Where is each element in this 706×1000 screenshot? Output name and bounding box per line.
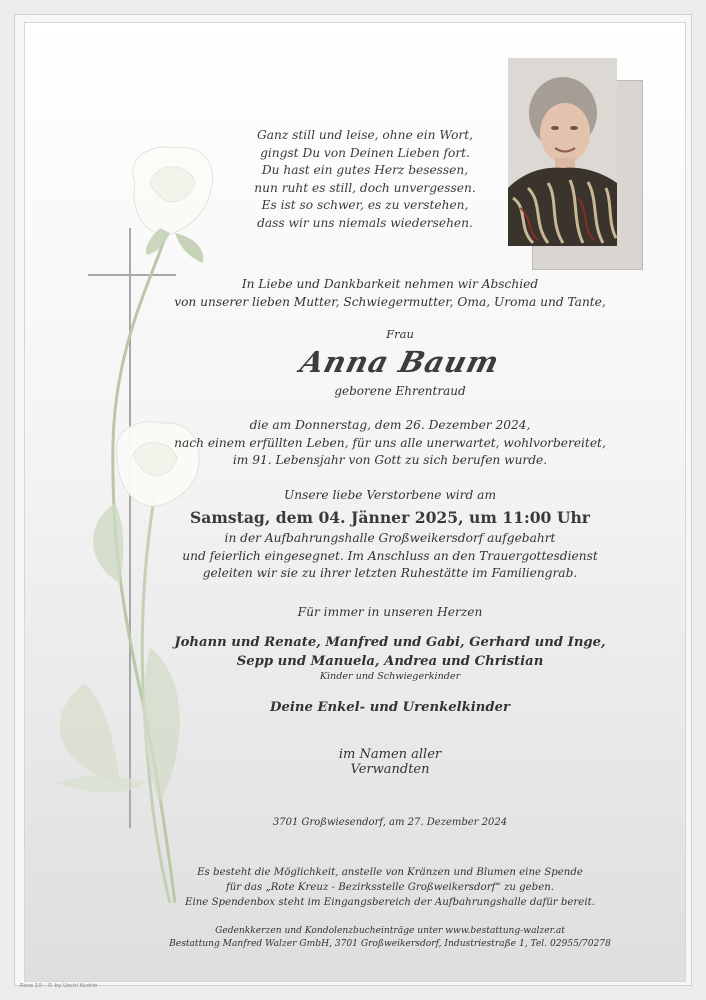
death-line: die am Donnerstag, dem 26. Dezember 2024, xyxy=(249,418,531,432)
funeral-date: Samstag, dem 04. Jänner 2025, um 11:00 Uhr xyxy=(189,508,590,527)
family-line: Sepp und Manuela, Andrea und Christian xyxy=(236,654,544,669)
farewell-intro xyxy=(160,275,620,311)
ceremony-details xyxy=(160,530,620,583)
image-copyright: Rose 10 - © by Uschi Kudrie xyxy=(20,983,98,989)
family-line: Johann und Renate, Manfred und Gabi, Gerhard und Inge, xyxy=(174,635,606,650)
poem-line: gingst Du von Deinen Lieben fort. xyxy=(260,145,470,160)
donation-notice xyxy=(160,865,620,910)
death-line: im 91. Lebensjahr von Gott zu sich berufen wurde. xyxy=(232,453,548,468)
undertaker-footer xyxy=(160,925,620,950)
poem xyxy=(205,127,525,233)
poem-line: Es ist so schwer, es zu verstehen, xyxy=(261,198,469,213)
donation-line: Eine Spendenbox steht im Eingangsbereich der Aufbahrungshalle dafür bereit. xyxy=(185,897,595,908)
upper-rose xyxy=(133,147,213,255)
poem-line: nun ruht es still, doch unvergessen. xyxy=(254,180,476,195)
family-role: Kinder und Schwiegerkinder xyxy=(319,671,461,682)
poem-line: dass wir uns niemals wiedersehen. xyxy=(257,215,473,230)
place-date: 3701 Großwiesendorf, am 27. Dezember 2024 xyxy=(272,817,508,828)
ceremony-line: und feierlich eingesegnet. Im Anschluss an den Trauergottesdienst xyxy=(182,548,598,563)
cross-vertical xyxy=(129,228,131,828)
relatives-line: im Namen aller Verwandten xyxy=(338,747,442,777)
donation-line: für das „Rote Kreuz - Bezirksstelle Großweikersdorf“ zu geben. xyxy=(225,882,555,893)
death-line: nach einem erfüllten Leben, für uns alle unerwartet, wohlvorbereitet, xyxy=(174,435,606,450)
intro-line: von unserer lieben Mutter, Schwiegermutter, Oma, Uroma und Tante, xyxy=(174,295,606,309)
family-names xyxy=(160,633,620,671)
donation-line: Es besteht die Möglichkeit, anstelle von Kränzen und Blumen eine Spende xyxy=(197,867,583,878)
death-notice xyxy=(160,417,620,470)
ceremony-line: in der Aufbahrungshalle Großweikersdorf aufgebahrt xyxy=(224,531,556,545)
intro-line: In Liebe und Dankbarkeit nehmen wir Abschied xyxy=(241,277,539,291)
grandchildren: Deine Enkel- und Urenkelkinder xyxy=(270,700,510,715)
poem-line: Ganz still und leise, ohne ein Wort, xyxy=(256,128,474,142)
ceremony-intro: Unsere liebe Verstorbene wird am xyxy=(283,488,497,502)
ceremony-line: geleiten wir sie zu ihrer letzten Ruhestätte im Familiengrab. xyxy=(202,566,578,581)
deceased-name: Anna Baum xyxy=(296,345,504,379)
title-word: Frau xyxy=(386,327,414,341)
birth-name: geborene Ehrentraud xyxy=(334,384,466,398)
footer-line: Gedenkkerzen und Kondolenzbucheinträge unter www.bestattung-walzer.at xyxy=(215,926,565,936)
footer-line: Bestattung Manfred Walzer GmbH, 3701 Großweikersdorf, Industriestraße 1, Tel. 02955/70278 xyxy=(169,938,611,949)
poem-line: Du hast ein gutes Herz besessen, xyxy=(261,163,469,178)
forever-line: Für immer in unseren Herzen xyxy=(297,605,483,619)
